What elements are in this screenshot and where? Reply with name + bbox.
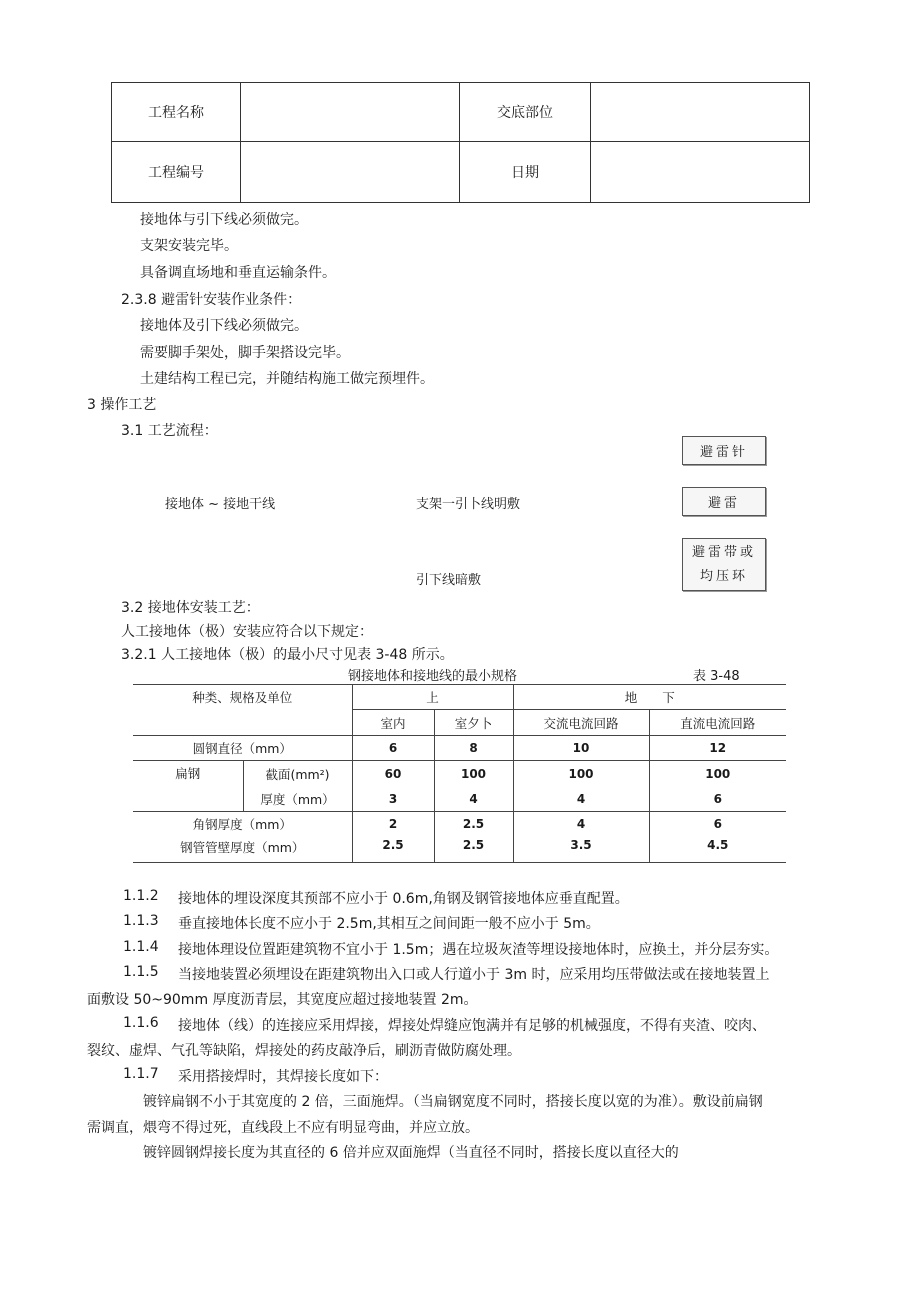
flow-step-concealed: 引下线暗敷	[416, 573, 482, 588]
disclosure-part-label: 交底部位	[460, 83, 591, 142]
para-number: 1.1.5	[123, 964, 159, 980]
col-header-kind: 种类、规格及单位	[133, 684, 352, 735]
spec-table	[133, 663, 786, 863]
text-line: 支架安装完毕。	[140, 238, 238, 254]
cell: 12	[649, 735, 786, 760]
cell: 3	[352, 786, 434, 811]
row-label-round: 圆钢直径（mm）	[133, 735, 352, 760]
cell: 2.5	[352, 836, 434, 863]
para-number: 1.1.6	[123, 1015, 159, 1031]
cell: 4	[513, 812, 649, 836]
text-line: 具备调直场地和垂直运输条件。	[140, 265, 336, 281]
para-text: 裂纹、虚焊、气孔等缺陷，焊接处的药皮敲净后，刷沥青做防腐处理。	[87, 1043, 521, 1059]
cell: 8	[434, 735, 513, 760]
section-heading-3-2: 3.2 接地体安装工艺：	[121, 600, 260, 616]
cell: 10	[513, 735, 649, 760]
text-line: 接地体与引下线必须做完。	[140, 212, 308, 228]
flow-box-label: 均压环	[699, 568, 748, 584]
row-label-angle: 角钢厚度（mm）	[133, 812, 352, 836]
row-label-section: 截面(mm²)	[243, 761, 352, 786]
date-value	[591, 142, 810, 203]
date-label: 日期	[460, 142, 591, 203]
section-heading-3-2-1: 3.2.1 人工接地体（极）的最小尺寸见表 3-48 所示。	[121, 647, 454, 663]
cell: 2.5	[434, 812, 513, 836]
project-name-value	[241, 83, 460, 142]
cell: 4.5	[649, 836, 786, 863]
sub-header-indoor: 室内	[352, 710, 434, 735]
table-number: 表 3-48	[693, 669, 740, 684]
flow-box-label: 避雷	[707, 496, 740, 511]
header-table	[111, 82, 810, 203]
cell: 60	[352, 761, 434, 786]
section-heading-3-1: 3.1 工艺流程：	[121, 423, 218, 439]
flow-box-lightning-rod	[682, 436, 766, 465]
para-text: 垂直接地体长度不应小于 2.5m,其相互之间间距一般不应小于 5m。	[178, 916, 600, 932]
para-text: 镀锌扁钢不小于其宽度的 2 倍，三面施焊。（当扁钢宽度不同时，搭接长度以宽的为准）。敷设前扁钢	[143, 1094, 763, 1110]
para-text: 采用搭接焊时，其焊接长度如下：	[178, 1069, 388, 1085]
flow-step-exposed: 支架一引卜线明敷	[416, 497, 521, 512]
cell: 6	[649, 812, 786, 836]
cell: 4	[434, 786, 513, 811]
para-text: 面敷设 50~90mm 厚度沥青层，其宽度应超过接地装置 2m。	[87, 992, 478, 1008]
cell: 100	[434, 761, 513, 786]
cell: 100	[649, 761, 786, 786]
para-text: 接地体理设位置距建筑物不宜小于 1.5m；遇在垃圾灰渣等埋设接地体时，应换土，并分层夯实。	[178, 942, 779, 958]
sub-header-dc: 直流电流回路	[649, 710, 786, 735]
section-heading-2-3-8: 2.3.8 避雷针安装作业条件：	[121, 292, 302, 308]
project-name-label: 工程名称	[112, 83, 241, 142]
flow-step-grounding: 接地体 ~ 接地干线	[165, 497, 276, 512]
cell: 2.5	[434, 836, 513, 863]
disclosure-part-value	[591, 83, 810, 142]
row-label-pipe: 钢管管壁厚度（mm）	[133, 836, 352, 863]
para-number: 1.1.4	[123, 939, 159, 955]
para-number: 1.1.3	[123, 913, 159, 929]
row-label-flat: 扁钢	[133, 761, 243, 812]
para-text: 接地体（线）的连接应采用焊接，焊接处焊缝应饱满并有足够的机械强度，不得有夹渣、咬肉、	[178, 1018, 766, 1034]
project-no-label: 工程编号	[112, 142, 241, 203]
para-text: 当接地装置必须埋设在距建筑物出入口或人行道小于 3m 时，应采用均压带做法或在接地装置上	[178, 967, 770, 983]
col-header-above: 上	[352, 684, 513, 709]
table-caption: 钢接地体和接地线的最小规格	[348, 669, 518, 684]
cell: 3.5	[513, 836, 649, 863]
col-header-under: 地 下	[513, 684, 786, 709]
cell: 6	[352, 735, 434, 760]
para-number: 1.1.2	[123, 888, 159, 904]
para-number: 1.1.7	[123, 1066, 159, 1082]
flow-box-label: 避雷带或	[691, 544, 756, 560]
flow-box-label: 避雷针	[699, 445, 748, 460]
sub-header-outdoor: 室夕卜	[434, 710, 513, 735]
row-label-thickness: 厚度（mm）	[243, 786, 352, 811]
project-no-value	[241, 142, 460, 203]
text-line: 接地体及引下线必须做完。	[140, 318, 308, 334]
flow-box-belt-ring	[682, 538, 766, 591]
text-line: 土建结构工程已完，并随结构施工做完预埋件。	[140, 371, 434, 387]
text-line: 人工接地体（极）安装应符合以下规定：	[121, 624, 373, 640]
cell: 4	[513, 786, 649, 811]
para-text: 需调直，煨弯不得过死，直线段上不应有明显弯曲，并应立放。	[87, 1120, 479, 1136]
section-heading-3: 3 操作工艺	[87, 397, 157, 413]
flow-box-lightning	[682, 487, 766, 516]
sub-header-ac: 交流电流回路	[513, 710, 649, 735]
cell: 6	[649, 786, 786, 811]
para-text: 镀锌圆钢焊接长度为其直径的 6 倍并应双面施焊（当直径不同时，搭接长度以直径大的	[143, 1145, 679, 1161]
text-line: 需要脚手架处，脚手架搭设完毕。	[140, 345, 350, 361]
para-text: 接地体的埋设深度其预部不应小于 0.6m,角钢及钢管接地体应垂直配置。	[178, 891, 629, 907]
cell: 100	[513, 761, 649, 786]
cell: 2	[352, 812, 434, 836]
